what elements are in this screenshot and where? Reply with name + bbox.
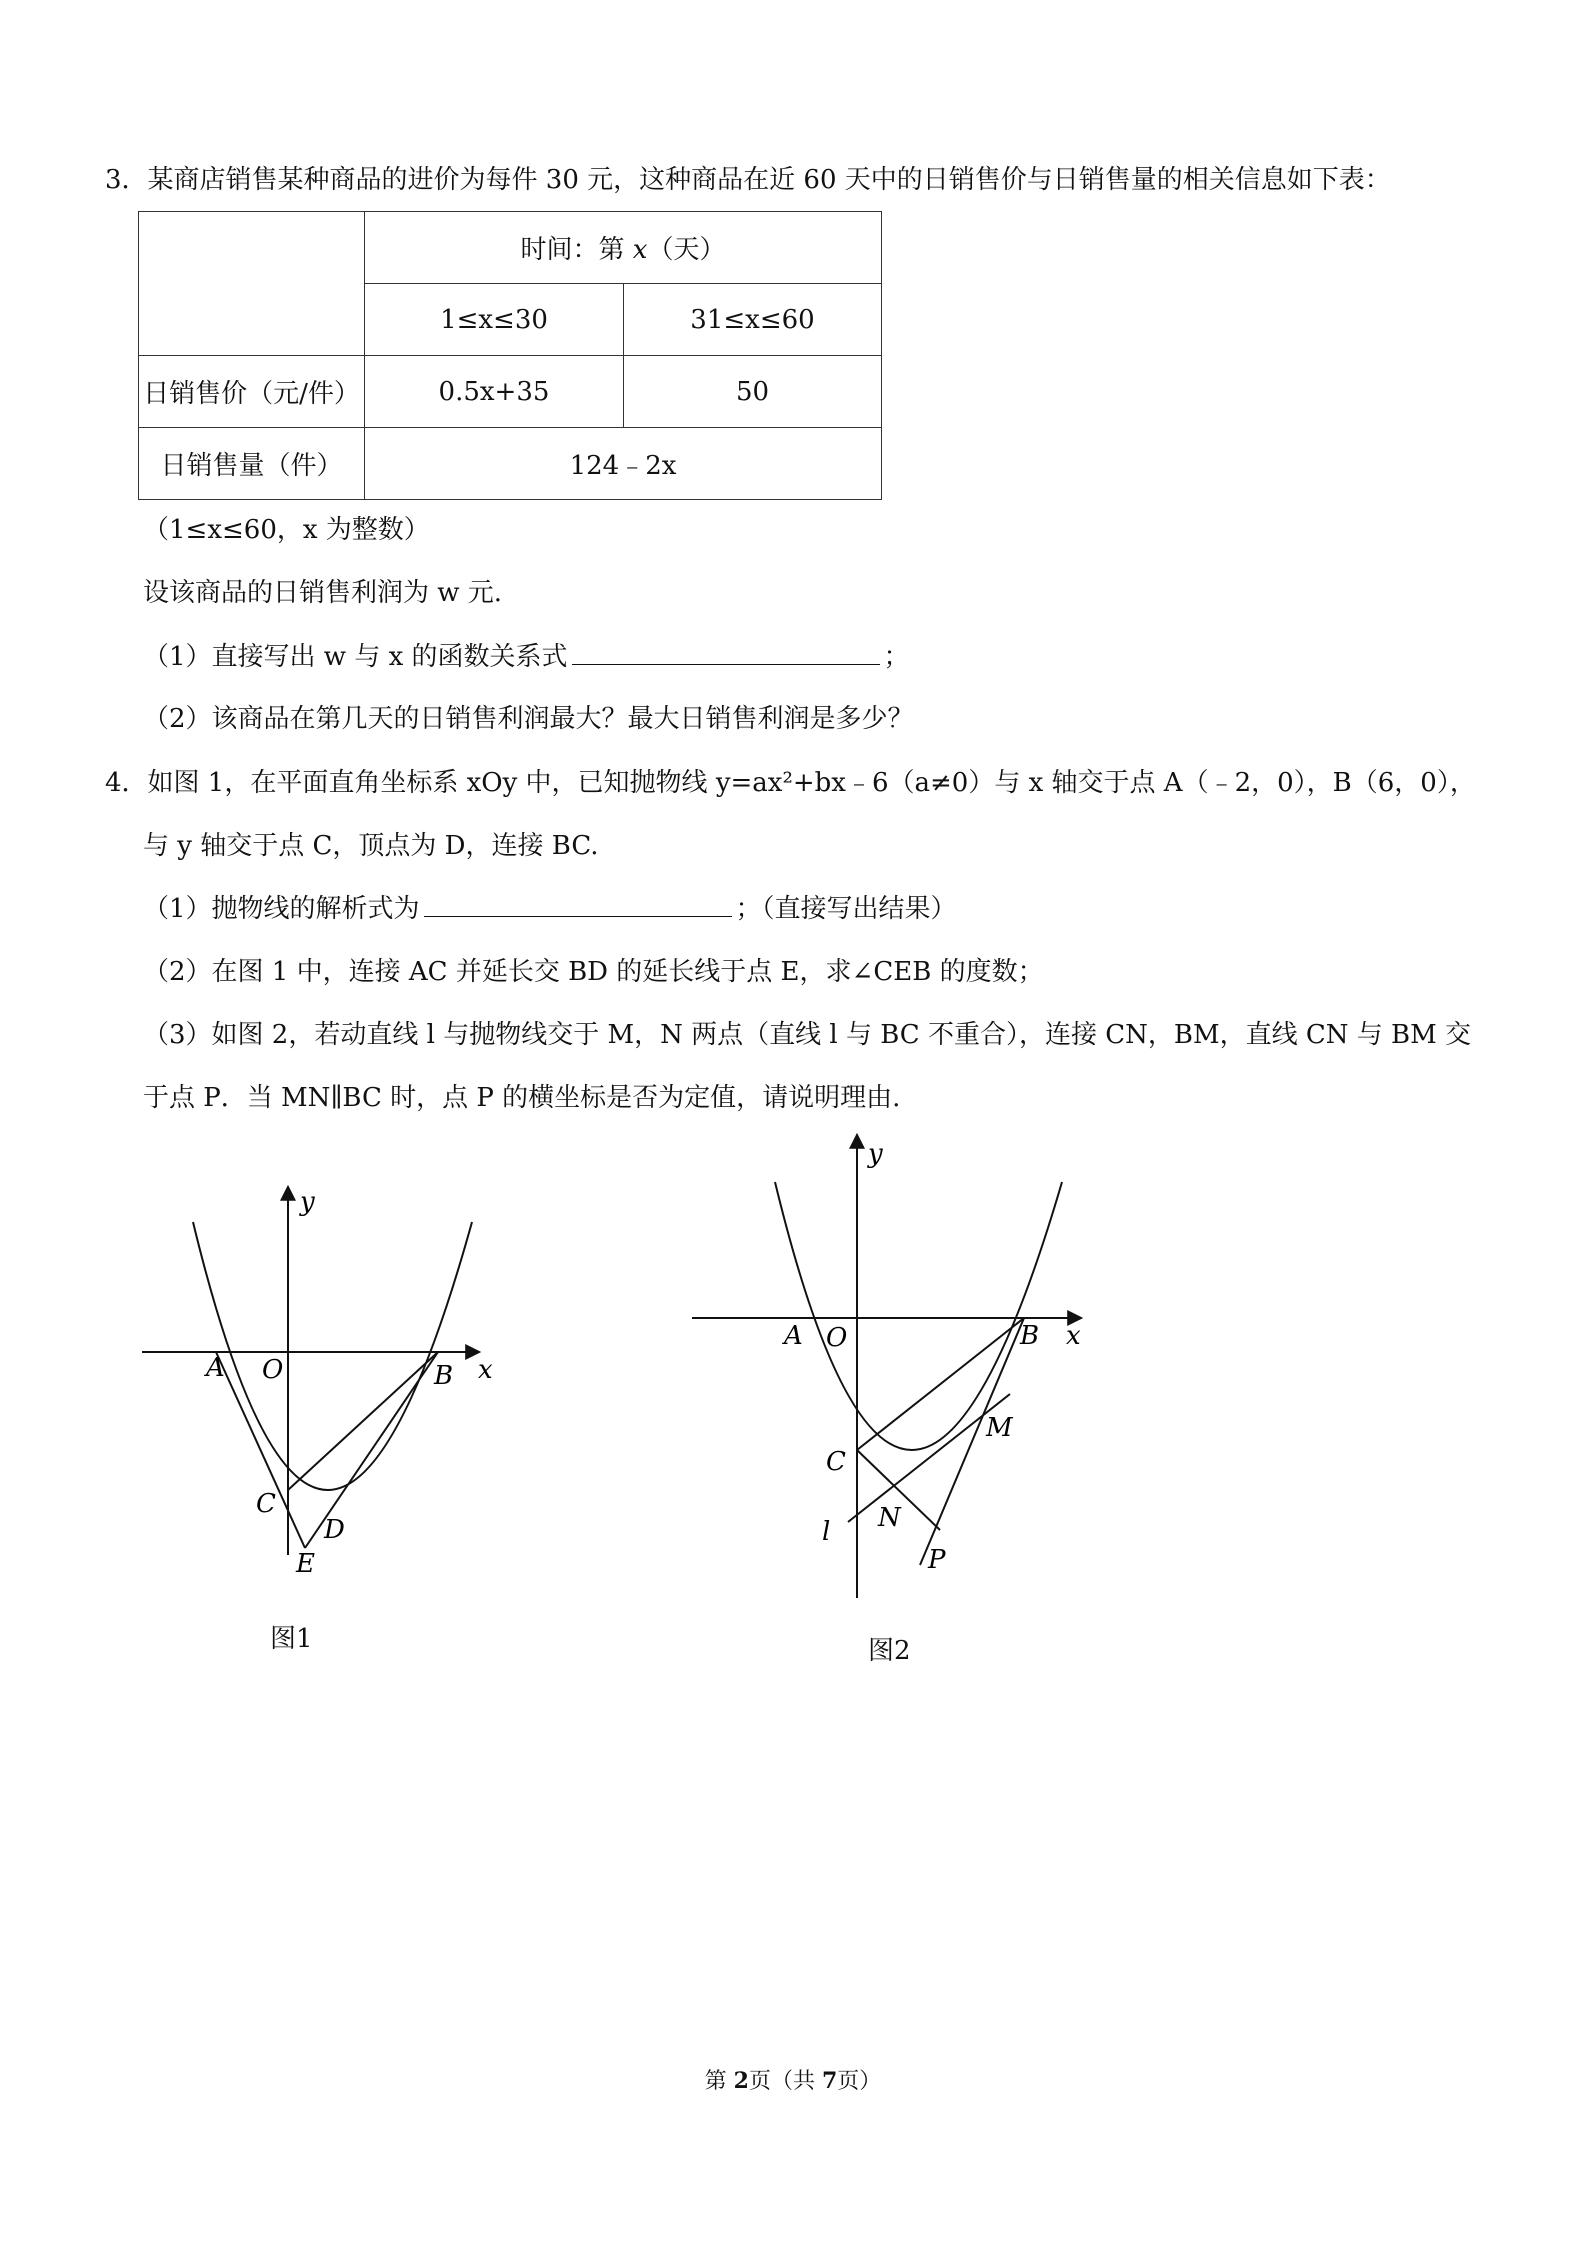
q4-stem-line2: 与 y 轴交于点 C，顶点为 D，连接 BC. bbox=[143, 831, 599, 861]
fig1-line-BC bbox=[288, 1352, 438, 1490]
q3-setup: 设该商品的日销售利润为 w 元. bbox=[143, 578, 503, 608]
page-footer: 第 2页（共 7页） bbox=[704, 2068, 882, 2094]
fig2-label-B: B bbox=[1020, 1321, 1040, 1351]
q3-stem: 3．某商店销售某种商品的进价为每件 30 元，这种商品在近 60 天中的日销售价与日销售量的相关信息如下表： bbox=[105, 165, 1391, 195]
q3-note: （1≤x≤60，x 为整数） bbox=[143, 515, 430, 545]
table-qty: 124﹣2x bbox=[365, 428, 882, 500]
q4-part2: （2）在图 1 中，连接 AC 并延长交 BD 的延长线于点 E，求∠CEB 的度数； bbox=[143, 957, 1044, 987]
figure-1-caption: 图1 bbox=[270, 1624, 313, 1654]
q4-part3-line1: （3）如图 2，若动直线 l 与抛物线交于 M，N 两点（直线 l 与 BC 不重合），连接 CN，BM，直线 CN 与 BM 交 bbox=[143, 1020, 1472, 1050]
fig2-label-N: N bbox=[878, 1503, 901, 1533]
fig1-label-A: A bbox=[206, 1353, 225, 1383]
fig2-label-x: x bbox=[1066, 1321, 1081, 1351]
figure-2-caption: 图2 bbox=[868, 1636, 911, 1666]
fig2-label-O: O bbox=[826, 1323, 848, 1353]
fig2-label-A: A bbox=[784, 1321, 803, 1351]
fig2-label-C: C bbox=[826, 1447, 846, 1477]
table-range-2: 31≤x≤60 bbox=[624, 284, 882, 356]
q3-part2: （2）该商品在第几天的日销售利润最大？最大日销售利润是多少？ bbox=[143, 704, 914, 734]
fig2-label-y: y bbox=[868, 1139, 883, 1169]
q4-part3-line2: 于点 P．当 MN∥BC 时，点 P 的横坐标是否为定值，请说明理由. bbox=[143, 1083, 901, 1113]
footer-total-pages: 7 bbox=[821, 2068, 838, 2094]
fig1-label-C: C bbox=[256, 1489, 276, 1519]
footer-page-number: 2 bbox=[733, 2068, 749, 2094]
fig2-label-P: P bbox=[928, 1545, 946, 1575]
table-price-2: 50 bbox=[624, 356, 882, 428]
fig2-parabola bbox=[775, 1182, 1062, 1450]
fig2-label-M: M bbox=[986, 1413, 1013, 1443]
q3-part1: （1）直接写出 w 与 x 的函数关系式 ； bbox=[143, 642, 910, 672]
q4-part1: （1）抛物线的解析式为 ；（直接写出结果） bbox=[143, 894, 957, 924]
fig1-label-E: E bbox=[296, 1549, 315, 1579]
table-row-qty-label: 日销售量（件） bbox=[139, 428, 365, 500]
fig2-label-l: l bbox=[822, 1517, 831, 1547]
table-header-time: 时间：第 x（天） bbox=[365, 212, 882, 284]
fig1-label-B: B bbox=[434, 1361, 454, 1391]
q4-stem-line1: 4．如图 1，在平面直角坐标系 xOy 中，已知抛物线 y=ax²+bx﹣6（a≠0）与 x 轴交于点 A（﹣2，0），B（6，0）， bbox=[105, 768, 1476, 798]
table-range-1: 1≤x≤30 bbox=[365, 284, 624, 356]
fig1-label-D: D bbox=[324, 1515, 345, 1545]
fig1-label-y: y bbox=[300, 1187, 315, 1217]
table-price-1: 0.5x+35 bbox=[365, 356, 624, 428]
table-row-price-label: 日销售价（元/件） bbox=[139, 356, 365, 428]
fig1-label-O: O bbox=[262, 1355, 284, 1385]
fig1-label-x: x bbox=[478, 1355, 493, 1385]
